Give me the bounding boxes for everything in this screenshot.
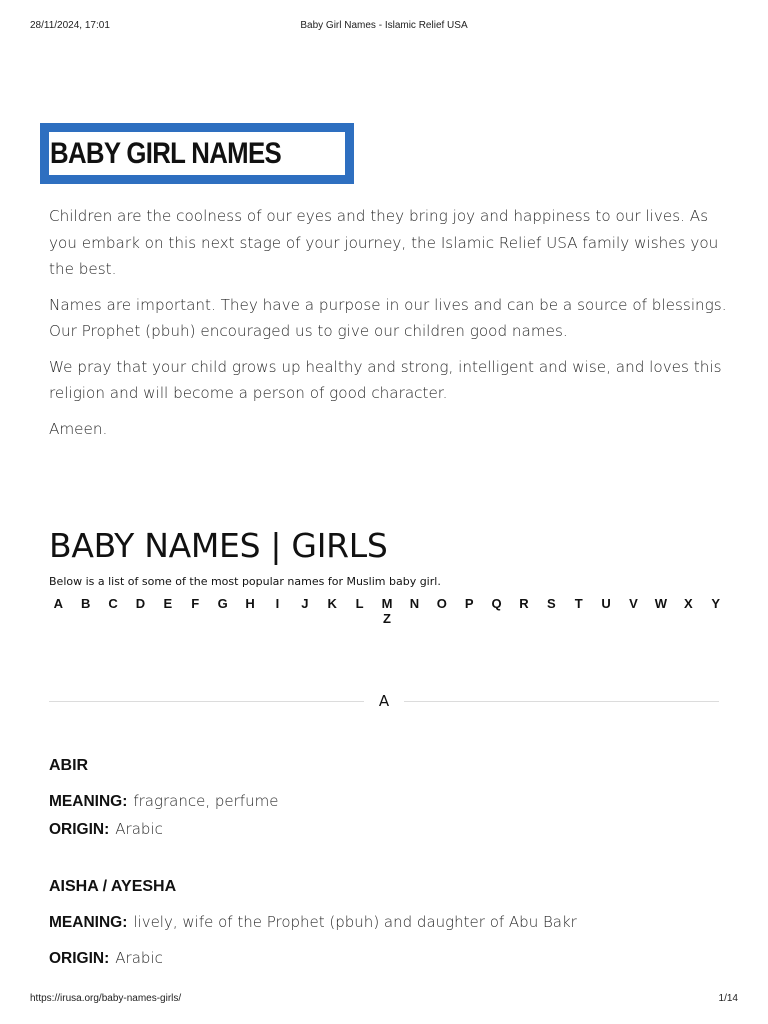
letter-link-t[interactable]: T	[574, 596, 583, 611]
name-entry	[49, 756, 729, 840]
letter-link-d[interactable]: D	[135, 596, 146, 611]
origin-label: ORIGIN:	[49, 950, 110, 967]
letter-link-g[interactable]: G	[217, 596, 228, 611]
page-number: 1/14	[718, 993, 738, 1004]
meaning-value: lively, wife of the Prophet (pbuh) and daughter of Abu Bakr	[133, 913, 577, 931]
meaning-label: MEANING:	[49, 914, 128, 931]
origin-label: ORIGIN:	[49, 821, 110, 838]
letter-link-x[interactable]: X	[683, 596, 693, 611]
letter-link-j[interactable]: J	[301, 596, 309, 611]
group-letter: A	[378, 692, 390, 710]
letter-link-i[interactable]: I	[275, 596, 280, 611]
origin-value: Arabic	[115, 949, 163, 967]
print-header	[30, 20, 738, 34]
name-entry	[49, 877, 729, 969]
intro-text	[49, 203, 729, 451]
origin-row	[49, 948, 729, 969]
letter-link-o[interactable]: O	[436, 596, 447, 611]
letter-link-s[interactable]: S	[547, 596, 556, 611]
letter-link-a[interactable]: A	[53, 596, 63, 611]
letter-link-f[interactable]: F	[191, 596, 200, 611]
letter-link-p[interactable]: P	[464, 596, 474, 611]
letter-link-q[interactable]: Q	[491, 596, 502, 611]
letter-link-b[interactable]: B	[81, 596, 91, 611]
intro-paragraph: Names are important. They have a purpose in our lives and can be a source of blessings. Our Prophet (pbuh) encouraged us to give our children good names.	[49, 295, 727, 340]
letter-divider	[49, 690, 719, 712]
section-title: BABY NAMES | GIRLS	[49, 526, 388, 565]
entry-name: AISHA / AYESHA	[49, 878, 177, 895]
letter-link-r[interactable]: R	[519, 596, 529, 611]
intro-paragraph: We pray that your child grows up healthy and strong, intelligent and wise, and loves this religion and will become a person of good character.	[49, 357, 722, 402]
letter-link-h[interactable]: H	[245, 596, 255, 611]
print-date: 28/11/2024, 17:01	[30, 20, 110, 31]
letter-link-e[interactable]: E	[163, 596, 173, 611]
page-title-box	[40, 123, 354, 184]
print-page-title: Baby Girl Names - Islamic Relief USA	[300, 20, 468, 31]
intro-paragraph: Ameen.	[49, 419, 108, 438]
letter-link-y[interactable]: Y	[711, 596, 721, 611]
origin-value: Arabic	[115, 820, 163, 838]
meaning-row	[49, 912, 729, 933]
meaning-label: MEANING:	[49, 793, 128, 810]
letter-link-m[interactable]: M	[381, 596, 393, 611]
meaning-row	[49, 791, 729, 812]
alphabet-nav	[42, 596, 732, 626]
letter-link-w[interactable]: W	[654, 596, 668, 611]
print-url: https://irusa.org/baby-names-girls/	[30, 993, 182, 1004]
letter-link-n[interactable]: N	[409, 596, 420, 611]
section-subtitle: Below is a list of some of the most popular names for Muslim baby girl.	[49, 575, 441, 588]
intro-paragraph: Children are the coolness of our eyes and they bring joy and happiness to our lives. As you embark on this next stage of your journey, the Islamic Relief USA family wishes you the best.	[49, 207, 719, 278]
letter-link-l[interactable]: L	[355, 596, 364, 611]
meaning-value: fragrance, perfume	[133, 792, 279, 810]
letter-link-v[interactable]: V	[629, 596, 638, 611]
letter-link-u[interactable]: U	[601, 596, 611, 611]
letter-link-k[interactable]: K	[327, 596, 337, 611]
page-title: BABY GIRL NAMES	[50, 137, 281, 170]
print-footer	[30, 993, 738, 1007]
letter-link-c[interactable]: C	[108, 596, 118, 611]
origin-row	[49, 819, 729, 840]
letter-link-z[interactable]: Z	[383, 611, 391, 626]
divider-line	[404, 701, 719, 702]
entry-name: ABIR	[49, 757, 89, 774]
